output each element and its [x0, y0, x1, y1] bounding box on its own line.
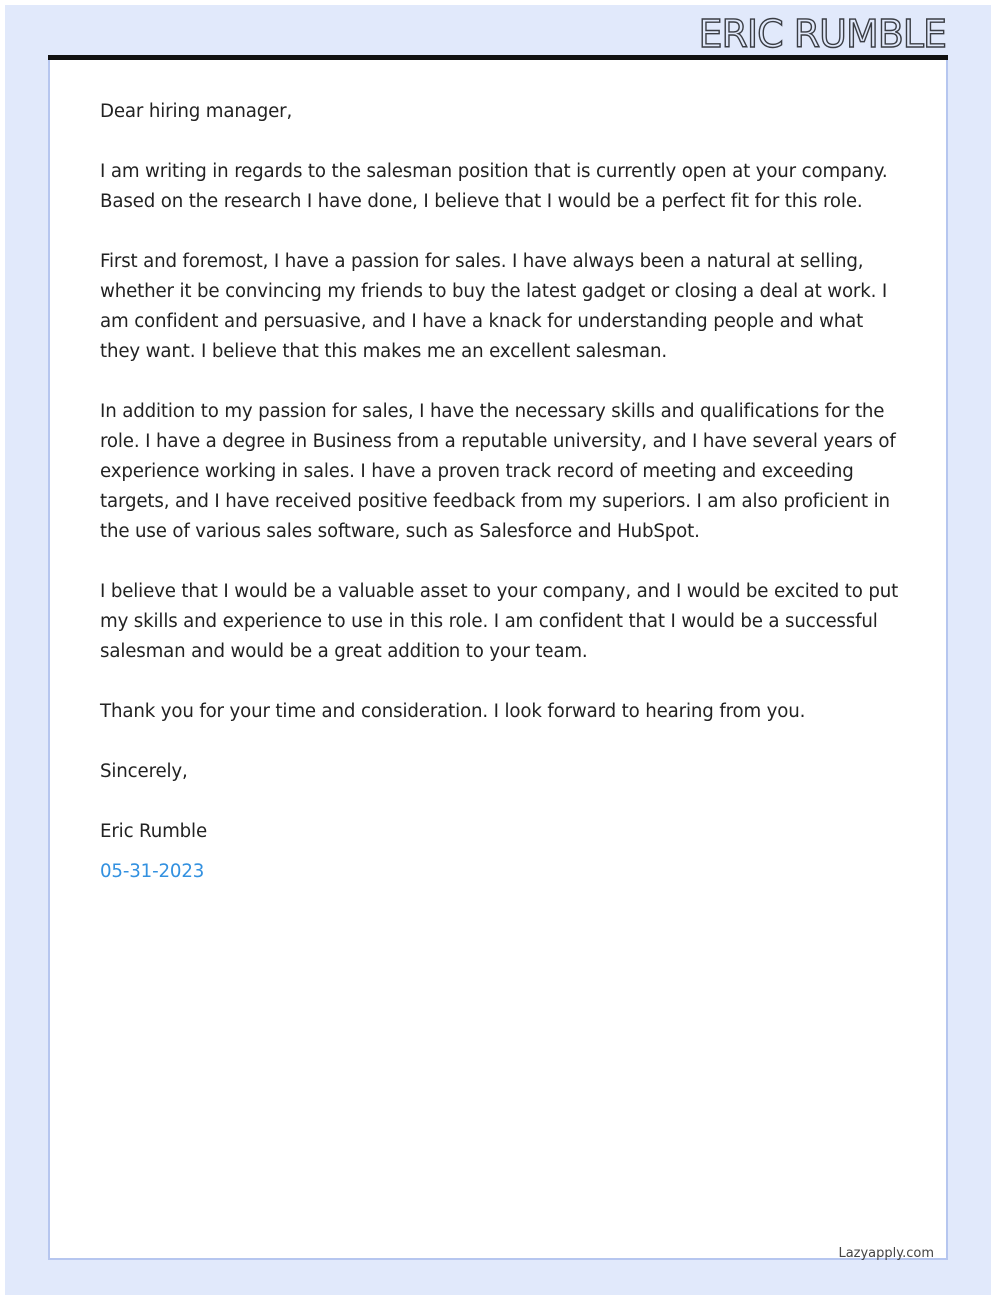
paragraph-qualifications: In addition to my passion for sales, I have the necessary skills and qualifications for the role. I have a degree in Business from a reputable university, and I have several years of experience working in sales. I have a proven track record of meeting and exceeding targets, and I have received positive feedback from my superiors. I am also proficient in the use of various sales software, such as Salesforce and HubSpot.: [100, 401, 896, 542]
closing: Sincerely,: [100, 761, 188, 782]
paragraph-thanks: Thank you for your time and consideration. I look forward to hearing from you.: [100, 701, 806, 722]
signature-name: Eric Rumble: [100, 821, 208, 842]
signature-date: 05-31-2023: [100, 861, 205, 882]
footer-brand-text: Lazyapply.com: [838, 1246, 934, 1261]
paragraph-passion: First and foremost, I have a passion for sales. I have always been a natural at selling, whether it be convincing my friends to buy the latest gadget or closing a deal at work. I am confident and persuasive, and I have a knack for understanding people and what they want. I believe that this makes me an excellent salesman.: [100, 251, 888, 362]
cover-letter-body: [100, 97, 900, 917]
applicant-name-heading: ERIC RUMBLE: [698, 12, 946, 56]
paragraph-value: I believe that I would be a valuable asset to your company, and I would be excited to put my skills and experience to use in this role. I am confident that I would be a successful salesman and would be a great addition to your team.: [100, 581, 899, 662]
salutation: Dear hiring manager,: [100, 101, 293, 122]
paragraph-intro: I am writing in regards to the salesman position that is currently open at your company. Based on the research I have done, I believe that I would be a perfect fit for this role.: [100, 161, 888, 212]
